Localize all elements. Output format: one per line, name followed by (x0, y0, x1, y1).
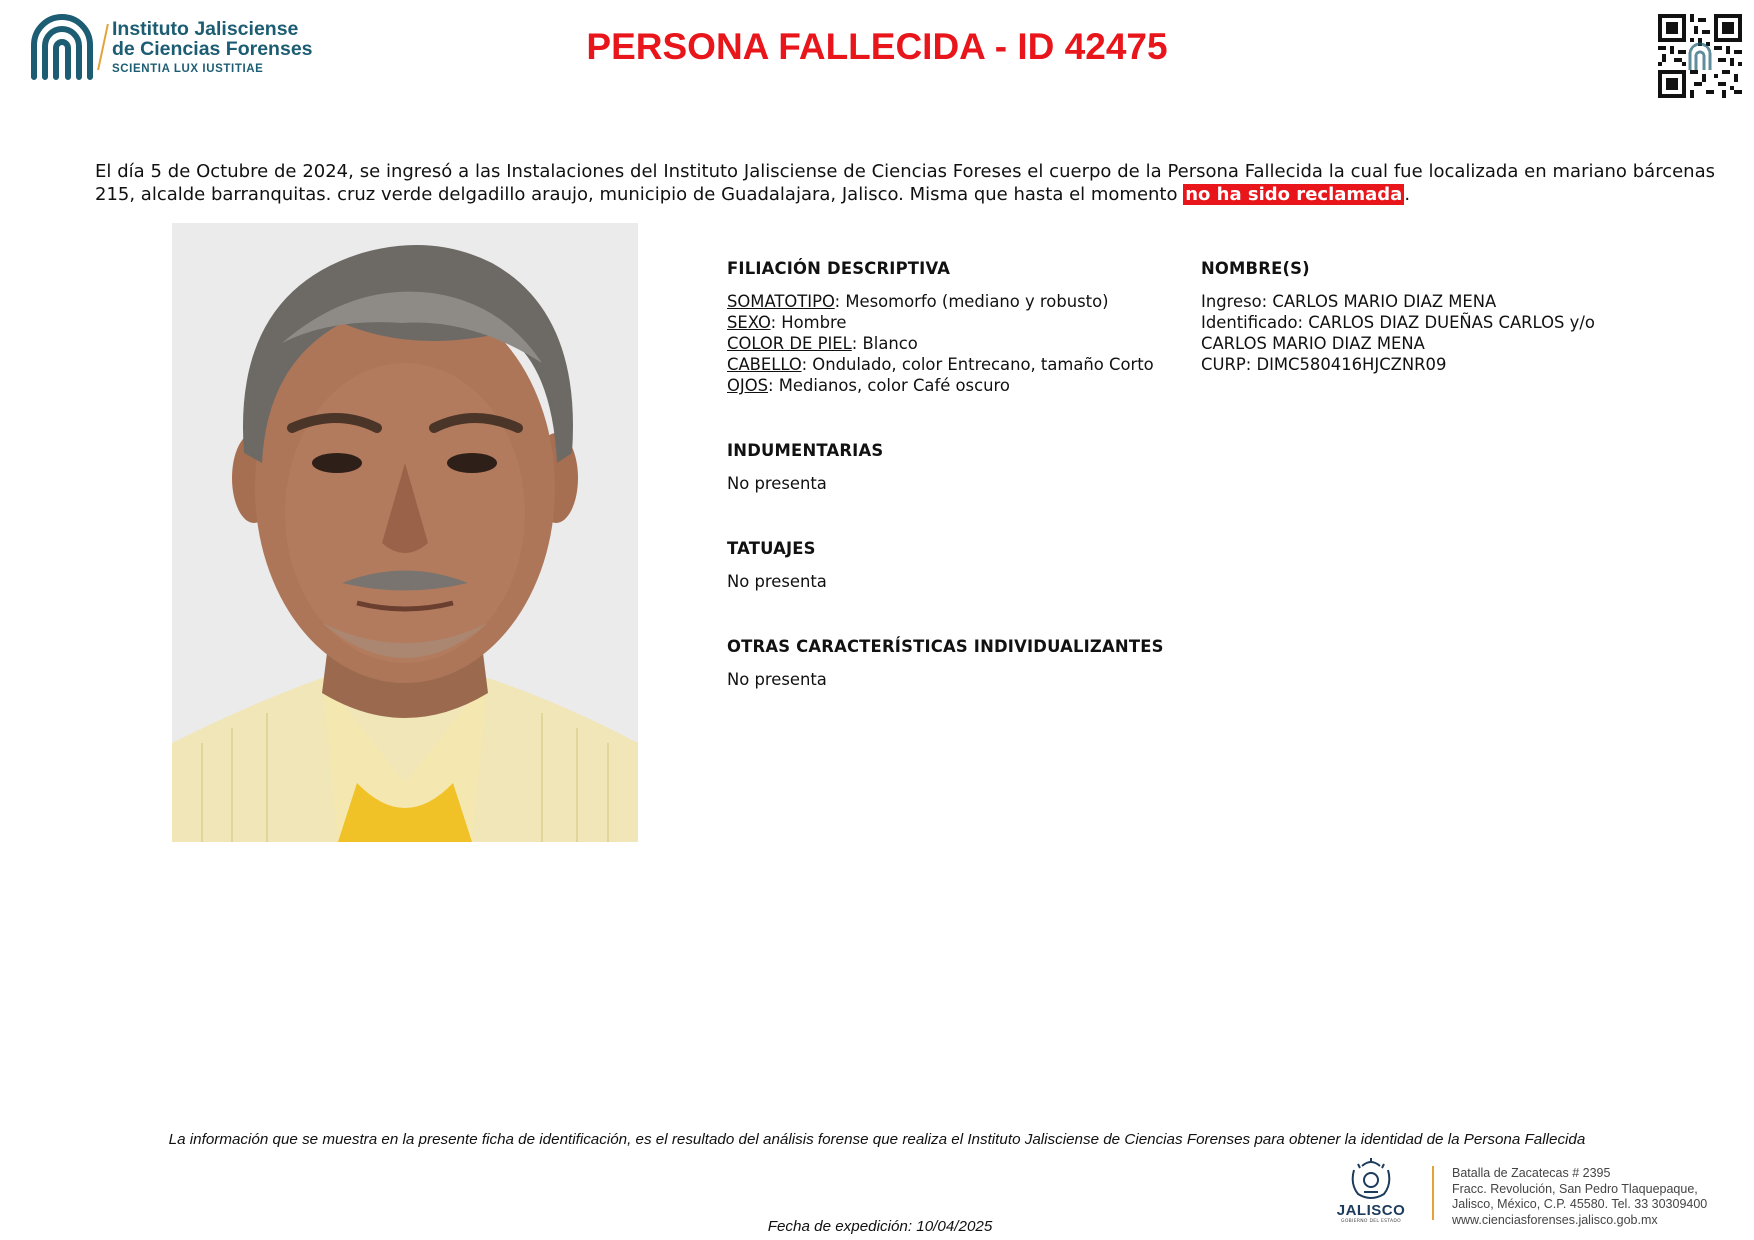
page-title: PERSONA FALLECIDA - ID 42475 (586, 26, 1168, 67)
jalisco-word: JALISCO (1336, 1202, 1406, 1219)
unclaimed-highlight: no ha sido reclamada (1185, 184, 1403, 205)
intro-end: . (1404, 184, 1411, 205)
issue-date: Fecha de expedición: 10/04/2025 (767, 1218, 993, 1235)
indumentarias-section (727, 440, 1187, 494)
institute-address (1452, 1166, 1752, 1228)
names-column (1201, 258, 1641, 375)
field-somatotipo (727, 291, 1187, 312)
jalisco-subtitle: GOBIERNO DEL ESTADO (1341, 1219, 1401, 1224)
field-key: COLOR DE PIEL (727, 334, 852, 353)
field-value: : Ondulado, color Entrecano, tamaño Corto (801, 355, 1154, 374)
person-portrait-icon (172, 223, 638, 842)
field-value: : Blanco (851, 334, 918, 353)
nombres-ingreso: Ingreso: CARLOS MARIO DIAZ MENA (1201, 292, 1497, 311)
footer-separator (1432, 1166, 1434, 1220)
field-value: : Hombre (770, 313, 847, 332)
field-value: : Mesomorfo (mediano y robusto) (834, 292, 1109, 311)
address-website-link[interactable]: www.cienciasforenses.jalisco.gob.mx (1452, 1212, 1658, 1227)
nombres-heading: NOMBRE(S) (1201, 259, 1310, 278)
intro-paragraph (95, 160, 1715, 206)
field-key: OJOS (727, 376, 769, 395)
otras-section (727, 636, 1187, 690)
address-line-city: Jalisco, México, C.P. 45580. Tel. 33 30309400 (1452, 1197, 1708, 1211)
tatuajes-heading: TATUAJES (727, 539, 816, 558)
field-sexo (727, 312, 1187, 333)
indumentarias-value: No presenta (727, 474, 827, 493)
field-key: SOMATOTIPO (727, 292, 835, 311)
qr-code-icon[interactable] (1658, 14, 1742, 98)
jalisco-coat-of-arms-icon (1346, 1156, 1396, 1202)
nombres-identificado: Identificado: CARLOS DIAZ DUEÑAS CARLOS y/o (1201, 313, 1595, 332)
disclaimer-text: La información que se muestra en la presente ficha de identificación, es el resultado del análisis forense que realiza el Instituto Jalisciense de Ciencias Forenses para obtener la identidad de la Persona Fallecida (168, 1131, 1586, 1148)
institute-name-line1: Instituto Jalisciense (112, 18, 299, 40)
field-color-piel (727, 333, 1187, 354)
field-key: SEXO (727, 313, 771, 332)
field-key: CABELLO (727, 355, 802, 374)
intro-text: El día 5 de Octubre de 2024, se ingresó a las Instalaciones del Instituto Jalisciense de Ciencias Foreses el cuerpo de la Persona Fallecida la cual fue localizada en mariano bárcenas 215, alcalde barranquitas. cruz verde delgadillo araujo, municipio de Guadalajara, Jalisco. Misma que hasta el momento (95, 161, 1715, 205)
nombres-identificado-cont: CARLOS MARIO DIAZ MENA (1201, 334, 1425, 353)
jalisco-government-logo (1330, 1156, 1412, 1232)
institute-motto: SCIENTIA LUX IUSTITIAE (112, 62, 264, 75)
address-line-colony: Fracc. Revolución, San Pedro Tlaquepaque, (1452, 1181, 1698, 1196)
otras-value: No presenta (727, 670, 827, 689)
otras-heading: OTRAS CARACTERÍSTICAS INDIVIDUALIZANTES (727, 637, 1164, 656)
person-photo (172, 223, 638, 842)
description-column (727, 258, 1187, 714)
indumentarias-heading: INDUMENTARIAS (727, 441, 884, 460)
field-cabello (727, 354, 1187, 375)
field-ojos (727, 375, 1187, 396)
tatuajes-section (727, 538, 1187, 592)
nombres-curp: CURP: DIMC580416HJCZNR09 (1201, 355, 1447, 374)
filiacion-section (727, 258, 1187, 396)
tatuajes-value: No presenta (727, 572, 827, 591)
institute-name-line2: de Ciencias Forenses (112, 38, 313, 61)
address-line-street: Batalla de Zacatecas # 2395 (1452, 1166, 1611, 1180)
filiacion-heading: FILIACIÓN DESCRIPTIVA (727, 259, 951, 278)
field-value: : Medianos, color Café oscuro (768, 376, 1010, 395)
